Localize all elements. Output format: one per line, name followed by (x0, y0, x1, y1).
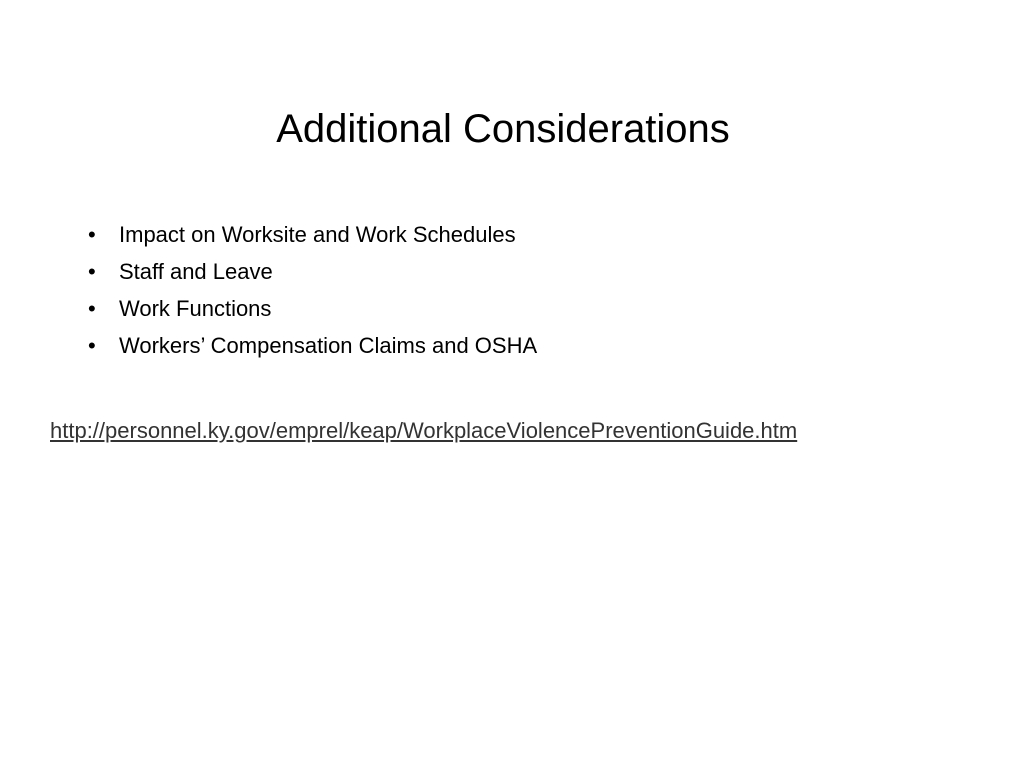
bullet-item (88, 253, 537, 290)
bullet-text: Staff and Leave (119, 259, 273, 284)
bullet-icon: • (88, 296, 96, 321)
slide-title: Additional Considerations (276, 107, 730, 151)
bullet-list (88, 216, 537, 364)
bullet-item (88, 216, 537, 253)
bullet-item (88, 290, 537, 327)
bullet-item (88, 327, 537, 364)
bullet-icon: • (88, 333, 96, 358)
bullet-text: Workers’ Compensation Claims and OSHA (119, 333, 538, 358)
bullet-icon: • (88, 222, 96, 247)
bullet-text: Work Functions (119, 296, 272, 321)
bullet-icon: • (88, 259, 96, 284)
reference-link[interactable]: http://personnel.ky.gov/emprel/keap/WorkplaceViolencePreventionGuide.htm (50, 418, 798, 443)
bullet-text: Impact on Worksite and Work Schedules (119, 222, 516, 247)
